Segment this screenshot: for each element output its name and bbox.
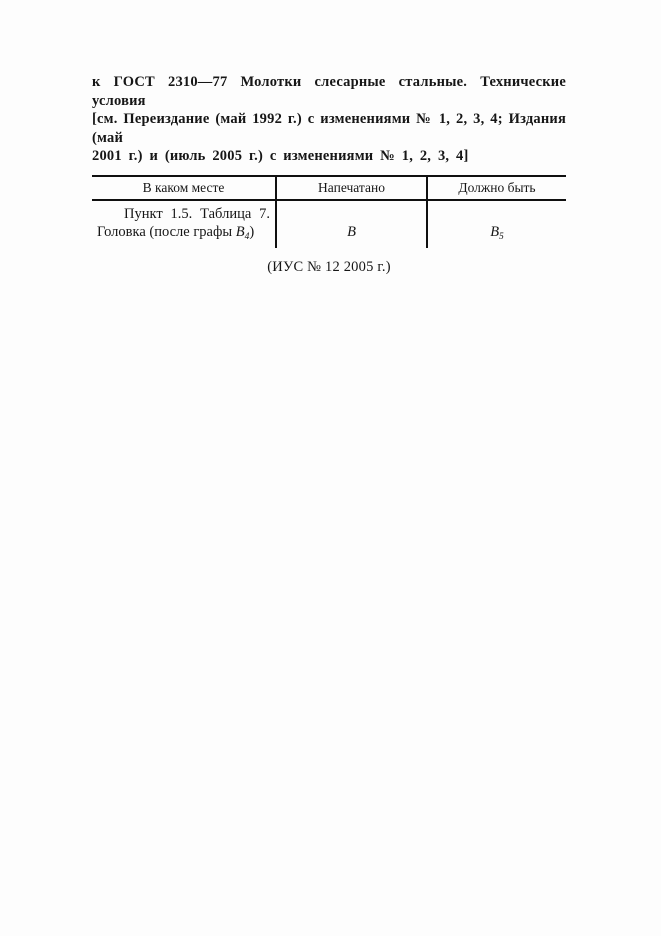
header-line-3: 2001 г.) и (июль 2005 г.) с изменениями № 1, 2, 3, 4] (92, 148, 469, 164)
table-header-row (92, 176, 566, 200)
printed-variable: В (347, 223, 356, 240)
column-header-where: В каком месте (92, 176, 276, 200)
where-line2-closing: ) (249, 223, 255, 240)
where-line2-variable: В (235, 223, 245, 240)
page-content (92, 73, 566, 276)
column-header-shouldbe: Должно быть (427, 176, 566, 200)
column-header-printed: Напечатано (276, 176, 427, 200)
where-cell (92, 200, 276, 248)
header-paragraph (92, 73, 566, 166)
table-row (92, 200, 566, 248)
correction-table (92, 175, 566, 248)
where-cell-line-1: Пункт 1.5. Таблица 7. (124, 205, 270, 222)
shouldbe-variable: В (490, 223, 500, 240)
shouldbe-subscript: 5 (499, 231, 504, 242)
header-line-1: к ГОСТ 2310—77 Молотки слесарные стальные. Технические условия (92, 74, 566, 109)
where-line2-text: Головка (после графы (97, 223, 236, 240)
where-cell-line-2 (97, 223, 270, 241)
header-line-2: [см. Переиздание (май 1992 г.) с изменениями № 1, 2, 3, 4; Издания (май (92, 111, 566, 146)
ius-reference: (ИУС № 12 2005 г.) (267, 258, 391, 275)
shouldbe-cell (427, 200, 566, 248)
where-line2-subscript: 4 (244, 231, 250, 242)
printed-cell (276, 200, 427, 248)
